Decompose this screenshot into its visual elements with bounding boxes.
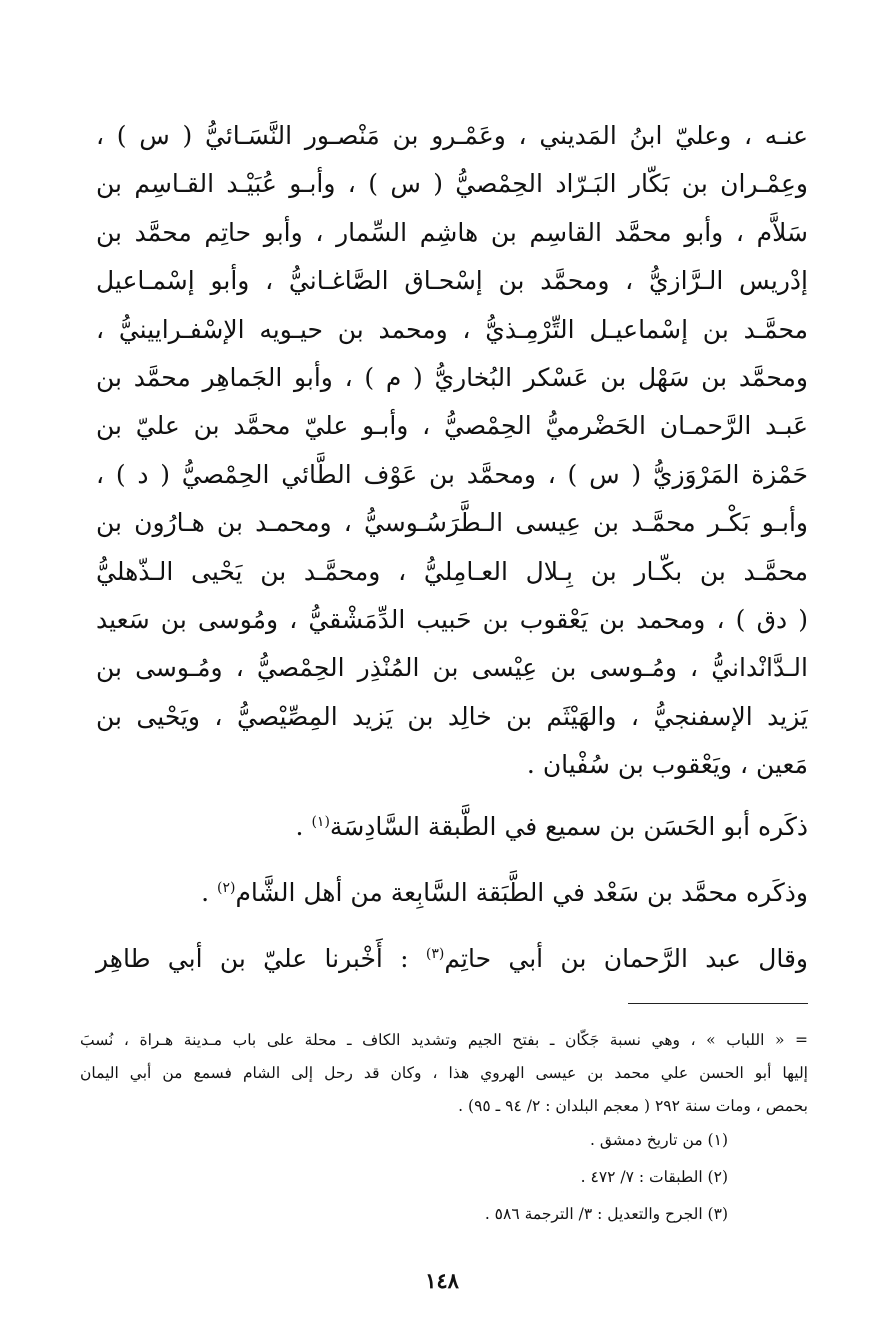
footnote-line: بحمص ، ومات سنة ٢٩٢ ( معجم البلدان : ٢/ ٩٤ ـ ٩٥) . <box>458 1097 808 1115</box>
paragraph-end: : أَخْبرنا عليّ بن أبي طاهِر <box>96 944 426 973</box>
footnote-separator <box>628 1003 808 1004</box>
footnote-3: (٣) الجرح والتعديل : ٣/ الترجمة ٥٨٦ . <box>484 1205 728 1223</box>
paragraph-end: . <box>201 878 217 907</box>
footnote-ref[interactable]: (١) <box>311 814 330 830</box>
text-line: مَعين ، ويَعْقوب بن سُفْيان . <box>526 750 808 780</box>
paragraph-ibn-saad <box>201 878 808 907</box>
text-line: وأبـو بَكْـر محمَّـد بن عِيسى الـطَّرَسُـوسيُّ ، ومحمـد بن هـارُون بن <box>96 508 808 538</box>
paragraph-ibn-sumay <box>296 812 808 841</box>
text-line: يَزيد الإسفنجيُّ ، والهَيْثَم بن خالِد بن يَزيد المِصِّيْصيُّ ، ويَحْيى بن <box>96 701 808 731</box>
paragraph-text: ذكَره أبو الحَسَن بن سميع في الطَّبقة السَّادِسَة <box>329 812 808 841</box>
text-line: الـدَّانْدانيُّ ، ومُـوسى بن عِيْسى بن المُنْذِر الحِمْصيُّ ، ومُـوسى بن <box>96 653 808 683</box>
footnote-line: = « اللباب » ، وهي نسبة جَكّان ـ بفتح الجيم وتشديد الكاف ـ محلة على باب مـدينة هـراة ، نُسبَ <box>80 1031 808 1049</box>
text-line: حَمْزة المَرْوَزيُّ ( س ) ، ومحمَّد بن عَوْف الطَّائي الحِمْصيُّ ( د ) ، <box>96 459 808 489</box>
text-line: وعِمْـران بن بَكّار البَـرّاد الحِمْصيُّ ( س ) ، وأبـو عُبَيْـد القـاسِم بن <box>96 169 808 199</box>
text-line: عنـه ، وعليّ ابنُ المَديني ، وعَمْـرو بن مَنْصـور النَّسَـائيُّ ( س ) ، <box>96 121 808 150</box>
text-line: إدْريس الـرَّازيُّ ، ومحمَّد بن إسْحـاق الصَّاغـانيُّ ، وأبو إسْمـاعيل <box>96 266 808 296</box>
paragraph-end: . <box>295 812 312 841</box>
footnote-1: (١) من تاريخ دمشق . <box>590 1131 728 1149</box>
main-text-block <box>96 112 808 789</box>
text-line: عَبـد الرَّحمـان الحَضْرميُّ الحِمْصيُّ ، وأبـو عليّ محمَّد بن عليّ بن <box>96 411 808 441</box>
paragraph-text: وذكَره محمَّد بن سَعْد في الطَّبَقة السَّابِعة من أهل الشَّام <box>235 878 808 907</box>
footnote-line: إليها أبو الحسن علي محمد بن عيسى الهروي هذا ، وكان قد رحل إلى الشام فسمع من أبي اليمان <box>80 1064 808 1082</box>
text-line: محمَّـد بن بكّـار بن بِـلال العـامِليُّ ، ومحمَّـد بن يَحْيى الـذّهليُّ <box>96 556 808 586</box>
paragraph-text: وقال عبد الرَّحمان بن أبي حاتِم <box>444 944 808 973</box>
text-line: سَلاَّم ، وأبو محمَّد القاسِم بن هاشِم السِّمار ، وأبو حاتِم محمَّد بن <box>96 217 808 247</box>
paragraph-ibn-abi-hatim <box>96 944 808 973</box>
text-line: ومحمَّد بن سَهْل بن عَسْكر البُخاريُّ ( م ) ، وأبو الجَماهِر محمَّد بن <box>96 362 808 392</box>
page-number: ١٤٨ <box>425 1268 459 1293</box>
footnote-ref[interactable]: (٣) <box>425 946 445 962</box>
text-line: محمَّـد بن إسْماعيـل التِّرْمِـذيُّ ، ومحمد بن حيـويه الإسْفـرايينيُّ ، <box>96 314 808 344</box>
footnote-2: (٢) الطبقات : ٧/ ٤٧٢ . <box>580 1168 728 1186</box>
footnote-ref[interactable]: (٢) <box>216 880 236 896</box>
footnote-continuation <box>80 1024 808 1123</box>
text-line: ( دق ) ، ومحمد بن يَعْقوب بن حَبيب الدِّمَشْقيُّ ، ومُوسى بن سَعيد <box>96 604 808 634</box>
